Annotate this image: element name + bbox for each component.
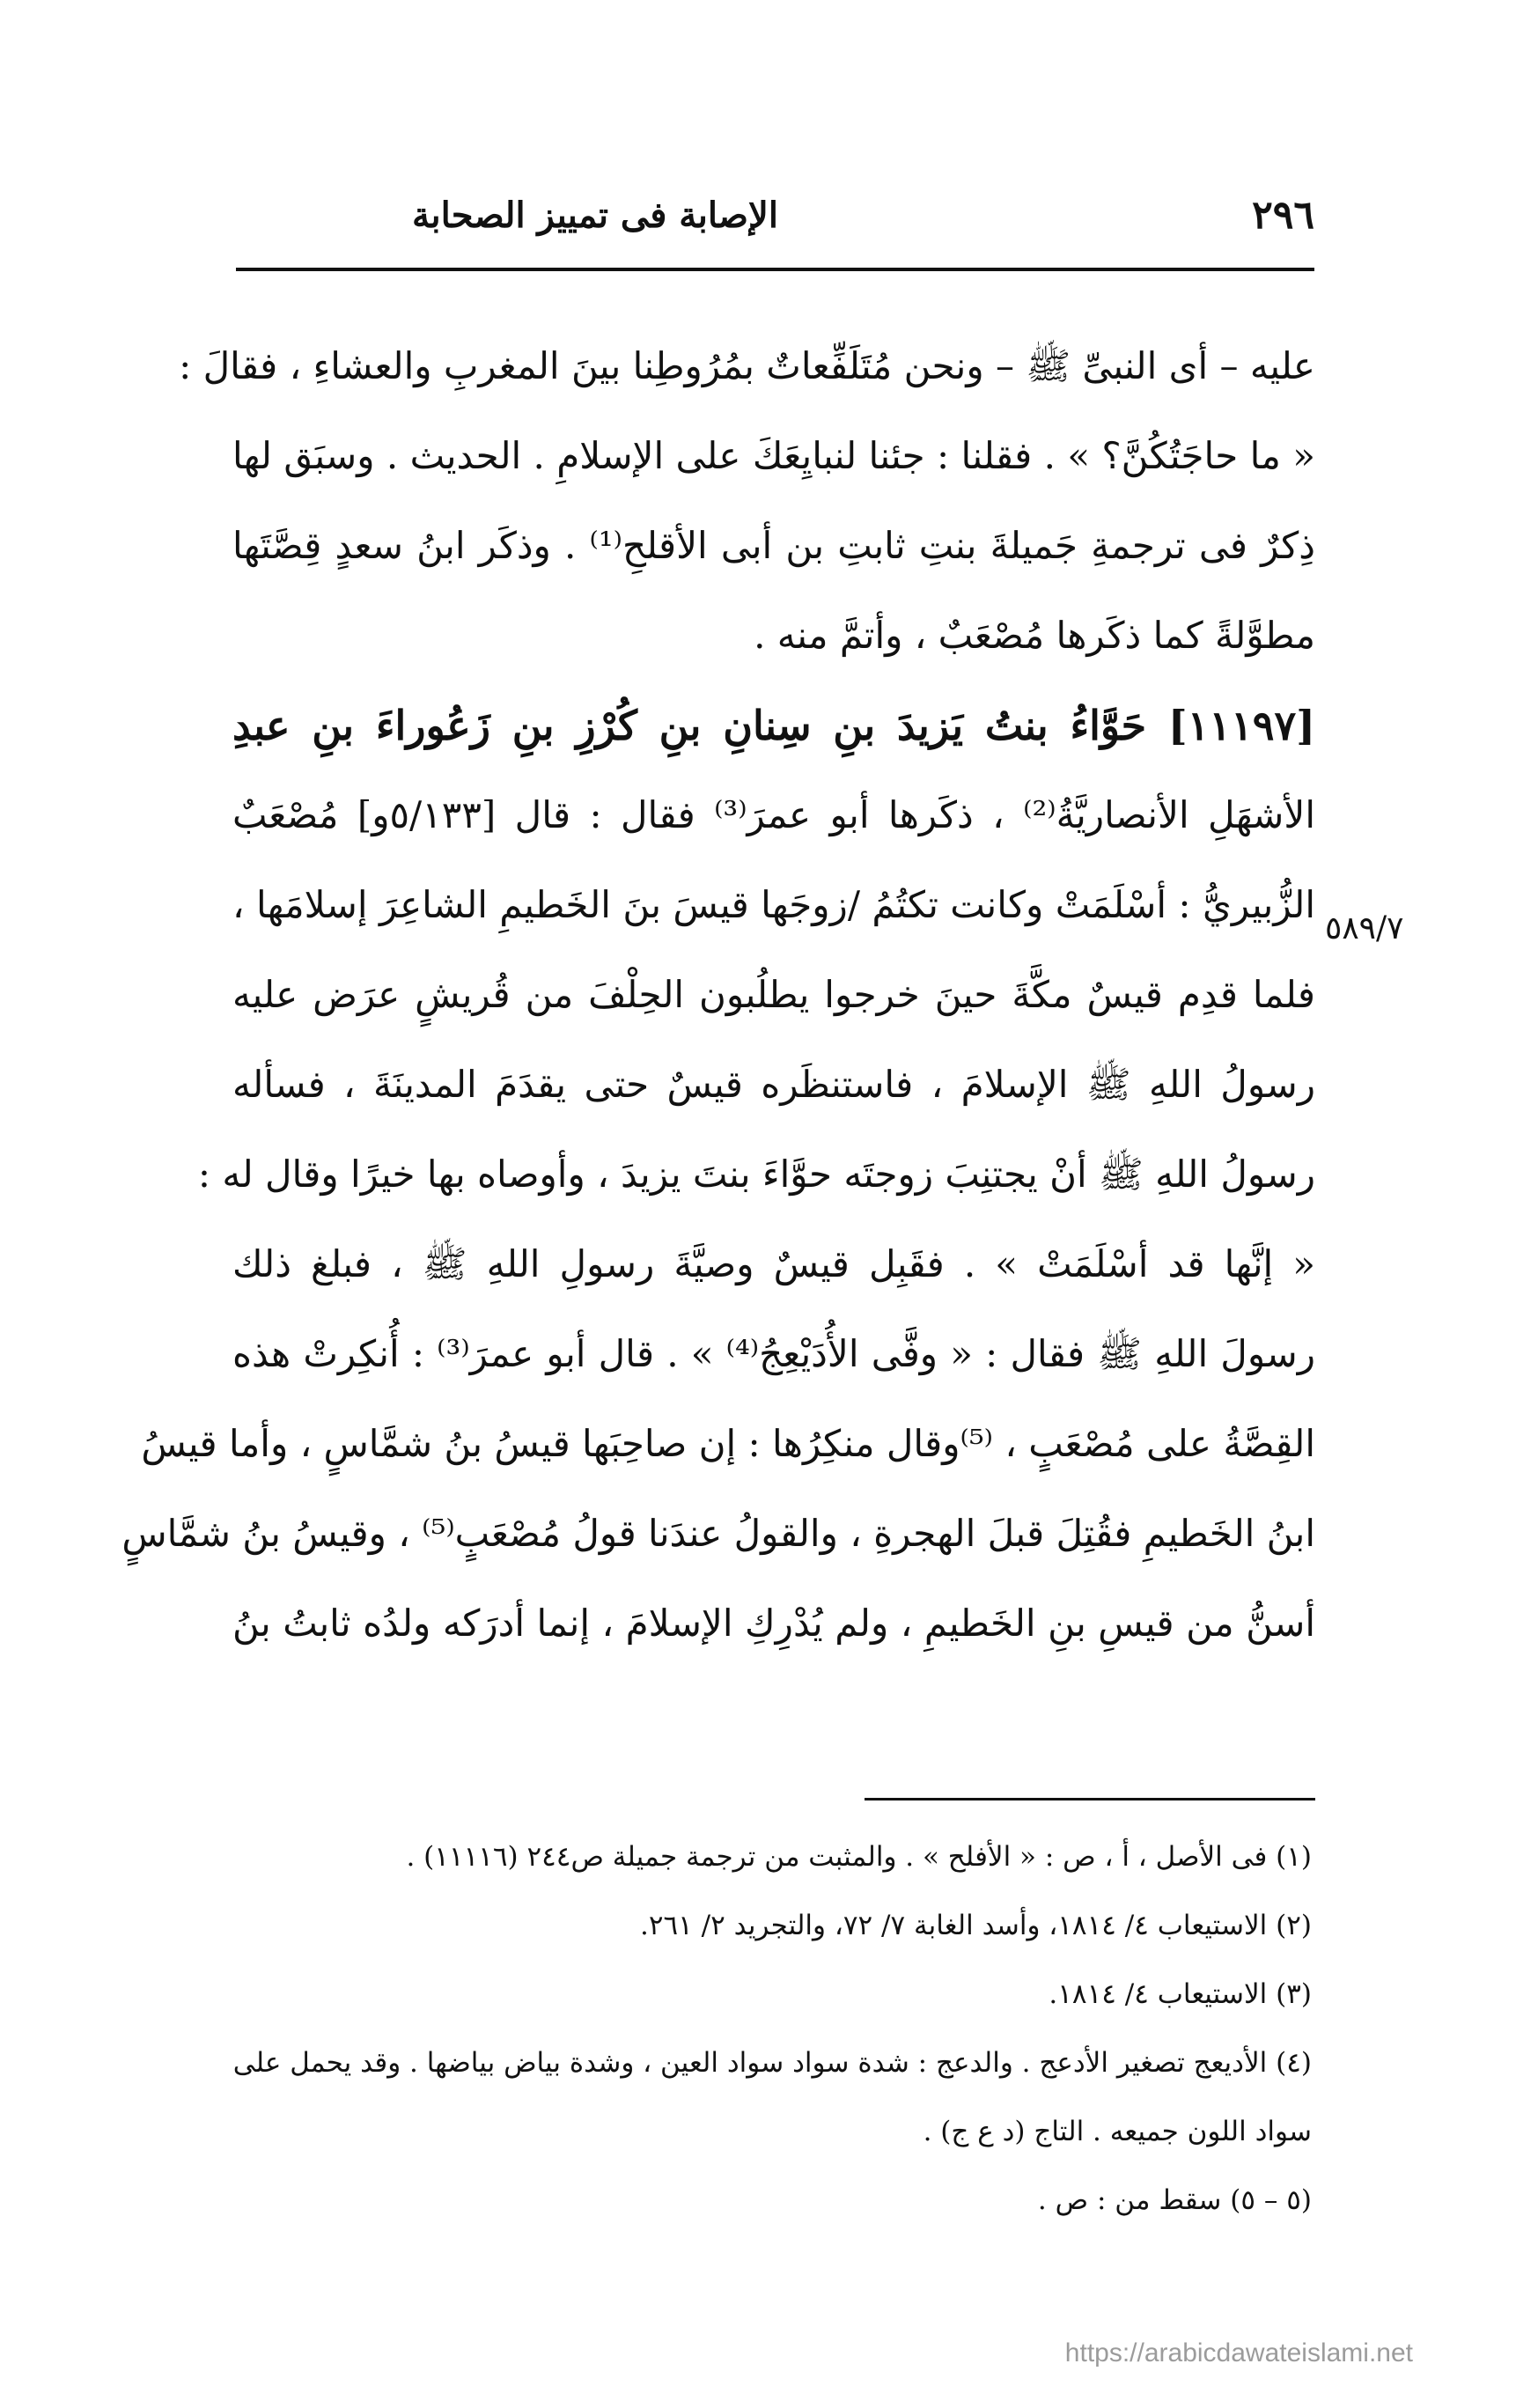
text-line: القِصَّةُ على مُصْعَبٍ ، ⁽⁵⁾وقال منكِرُها : إن صاحِبَها قيسُ بنُ شمَّاسٍ ، وأما قيسُ [141,1422,1315,1465]
text-line: فلما قدِم قيسٌ مكَّةَ حينَ خرجوا يطلُبون الحِلْفَ من قُريشٍ عرَض عليه [232,973,1315,1016]
page-header [236,188,1314,241]
footnotes [97,1823,1312,2235]
text-line: عليه – أى النبىِّ ﷺ – ونحن مُتَلَفِّعاتٌ بمُرُوطِنا بينَ المغربِ والعشاءِ ، فقالَ : [179,344,1315,387]
text-line: الزُّبيريُّ : أسْلَمَتْ وكانت تكتُمُ /زوجَها قيسَ بنَ الخَطيمِ الشاعِرَ إسلامَها ، [232,883,1315,926]
text-line: ذِكرٌ فى ترجمةِ جَميلةَ بنتِ ثابتِ بن أبى الأقلحِ⁽¹⁾ . وذكَر ابنُ سعدٍ قِصَّتَها [232,524,1315,567]
text-line: « إنَّها قد أسْلَمَتْ » . فقَبِل قيسٌ وصيَّةَ رسولِ اللهِ ﷺ ، فبلغ ذلك [232,1242,1315,1285]
book-title: الإصابة فى تمييز الصحابة [412,194,778,236]
entry-title-line: [١١١٩٧] حَوَّاءُ بنتُ يَزيدَ بنِ سِنانِ بنِ كُرْزِ بنِ زَعُوراءَ بنِ عبدِ [232,702,1315,749]
text-line: مطوَّلةً كما ذكَرها مُصْعَبٌ ، وأتمَّ منه . [754,614,1315,657]
text-line: رسولَ اللهِ ﷺ فقال : « وفَّى الأُدَيْعِجُ⁽⁴⁾ » . قال أبو عمرَ⁽³⁾ : أُنكِرتْ هذه [232,1332,1315,1375]
watermark-url: https://arabicdawateislami.net [1064,2338,1413,2367]
margin-reference: ٥٨٩/٧ [1325,910,1404,946]
main-text [121,321,1316,1668]
text-line: رسولُ اللهِ ﷺ أنْ يجتنِبَ زوجتَه حوَّاءَ بنتَ يزيدَ ، وأوصاه بها خيرًا وقال له : [197,1152,1315,1196]
footnote: (٤) الأديعج تصغير الأدعج . والدعج : شدة سواد سواد العين ، وشدة بياض بياضها . وقد يحمل على [232,2047,1312,2079]
footnote: (٢) الاستيعاب ٤/ ١٨١٤، وأسد الغابة ٧/ ٧٢، والتجريد ٢/ ٢٦١. [639,1910,1312,1941]
footnote-continuation: سواد اللون جميعه . التاج (د ع ج) . [923,2116,1312,2147]
footnote: (٣) الاستيعاب ٤/ ١٨١٤. [1049,1978,1312,2010]
entry-title-line: الأشهَلِ الأنصاريَّةُ⁽²⁾ ، ذكَرها أبو عمرَ⁽³⁾ فقال : قال [٥/١٣٣و] مُصْعَبٌ [232,793,1316,836]
text-line: « ما حاجَتُكُنَّ؟ » . فقلنا : جئنا لنبايِعَكَ على الإسلامِ . الحديث . وسبَق لها [232,434,1315,477]
footnote: (٥ – ٥) سقط من : ص . [1037,2184,1312,2216]
footnote-rule [865,1798,1315,1800]
header-rule [236,268,1314,271]
text-line: ابنُ الخَطيمِ فقُتِلَ قبلَ الهجرةِ ، والقولُ عندَنا قولُ مُصْعَبٍ⁽⁵⁾ ، وقيسُ بنُ شمَّاسٍ [121,1512,1315,1555]
text-line: أسنُّ من قيسِ بنِ الخَطيمِ ، ولم يُدْرِكِ الإسلامَ ، إنما أدرَكه ولدُه ثابتُ بنُ [232,1602,1315,1645]
entry-heading [232,681,1315,860]
footnote: (١) فى الأصل ، أ ، ص : « الأفلح » . والمثبت من ترجمة جميلة ص٢٤٤ (١١١١٦) . [406,1841,1312,1873]
text-line: رسولُ اللهِ ﷺ الإسلامَ ، فاستنظَره قيسٌ حتى يقدَمَ المدينَةَ ، فسأله [232,1063,1315,1106]
page-number: ٢٩٦ [1252,192,1314,238]
